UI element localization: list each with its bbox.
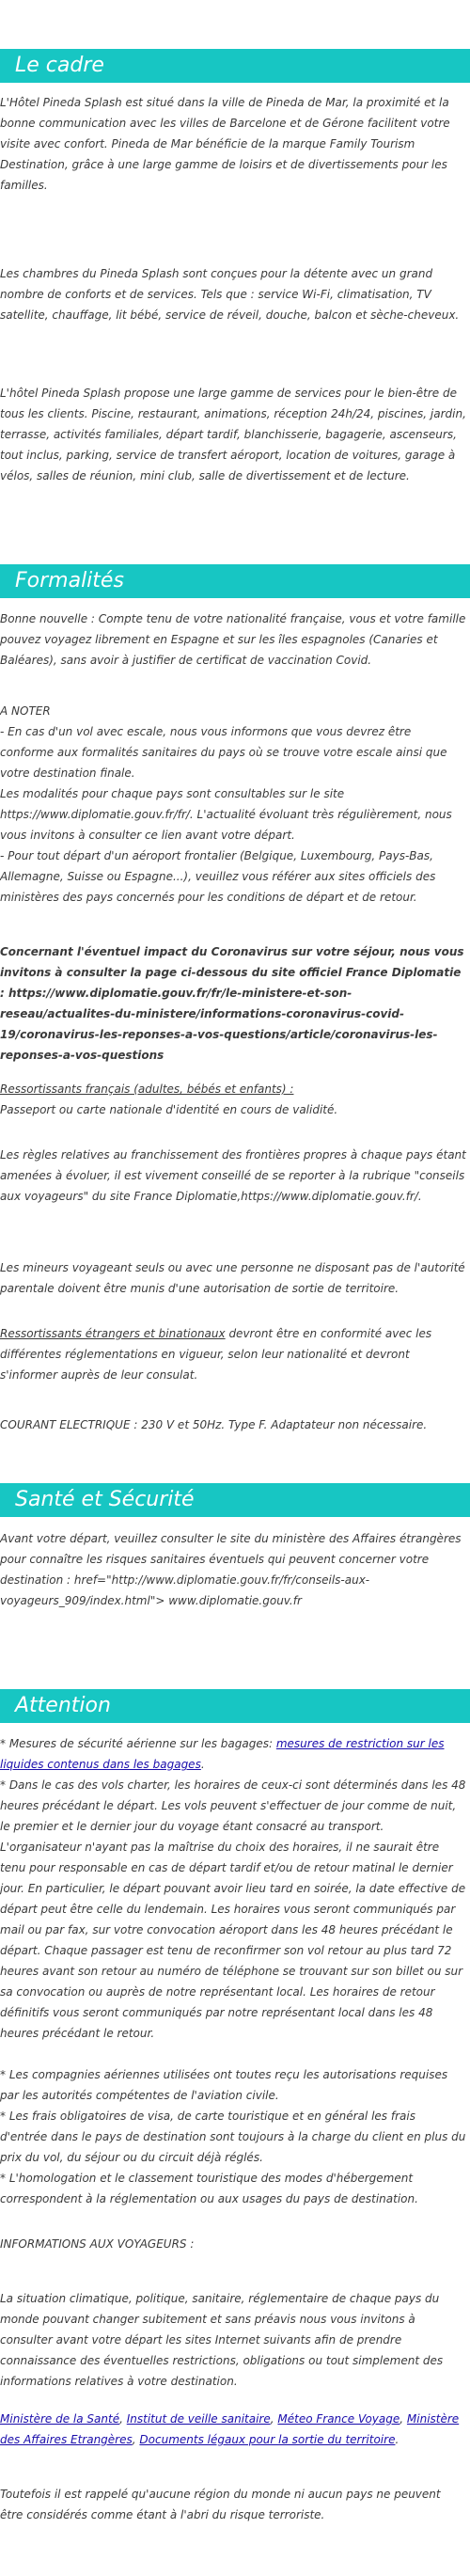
formalites-courant-electrique: COURANT ELECTRIQUE : 230 V et 50Hz. Type F. Adaptateur non nécessaire. — [0, 1418, 428, 1431]
section-title-formalites: Formalités — [0, 564, 470, 598]
formalites-paragraph-2: - En cas d'un vol avec escale, nous vous informons que vous devrez être conforme aux formalités sanitaires du pays où se trouve votre escale ainsi que votre destination finale. — [0, 725, 447, 780]
attention-mesures-suffix: . — [200, 1758, 205, 1771]
link-documents-legaux[interactable]: Documents légaux pour la sortie du territoire — [139, 2433, 396, 2446]
link-institut-veille-sanitaire[interactable]: Institut de veille sanitaire — [126, 2412, 271, 2426]
attention-frais: * Les frais obligatoires de visa, de carte touristique et en général les frais d'entrée dans le pays de destination sont toujours à la charge du client en plus du prix du vol, du séjour ou du circuit déjà réglés. — [0, 2110, 466, 2164]
section-title-cadre: Le cadre — [0, 49, 470, 83]
formalites-ressortissants-francais-title: Ressortissants français (adultes, bébés et enfants) : — [0, 1083, 294, 1096]
formalites-paragraph-1: Bonne nouvelle : Compte tenu de votre nationalité française, vous et votre famille pouvez voyagez librement en Espagne et sur les îles espagnoles (Canaries et Baléares), sans avoir à justifier de certificat de vaccination Covid. — [0, 612, 466, 667]
attention-compagnies: * Les compagnies aériennes utilisées ont toutes reçu les autorisations requises par les autorités compétentes de l'aviation civile. — [0, 2068, 448, 2102]
attention-mesures-securite — [0, 1733, 466, 1775]
link-ministere-sante[interactable]: Ministère de la Santé — [0, 2412, 120, 2426]
attention-vols-charter: * Dans le cas des vols charter, les horaires de ceux-ci sont déterminés dans les 48 heures précédant le départ. Les vols peuvent s'effectuer de jour comme de nuit, le premier et le dernier jour du voyage étant consacré au transport. L'organisateur n'ayant pas la maîtrise du choix des horaires, il ne saurait être tenu pour responsable en cas de départ tardif et/ou de retour matinal le dernier jour. En particulier, le départ pouvant avoir lieu tard en soirée, la date effective de départ peut être celle du lendemain. Les horaires vous seront communiqués par mail ou par fax, sur votre convocation aéroport dans les 48 heures précédant le départ. Chaque passager est tenu de reconfirmer son vol retour au plus tard 72 heures avant son retour au numéro de téléphone se trouvant sur son billet ou sur sa convocation ou auprès de notre représentant local. Les horaires de retour définitifs vous seront communiqués par notre représentant local dans les 48 heures précédant le retour. — [0, 1778, 466, 2040]
formalites-paragraph-6: Les mineurs voyageant seuls ou avec une personne ne disposant pas de l'autorité parentale doivent être munis d'une autorisation de sortie de territoire. — [0, 1261, 465, 1295]
attention-homologation: * L'homologation et le classement touristique des modes d'hébergement correspondent à la réglementation ou aux usages du pays de destination. — [0, 2172, 418, 2205]
cadre-paragraph-1: L'Hôtel Pineda Splash est situé dans la ville de Pineda de Mar, la proximité et la bonne communication avec les villes de Barcelone et de Gérone facilitent votre visite avec confort. Pineda de Mar bénéficie de la marque Family Tourism Destination, grâce à une large gamme de loisirs et de divertissements pour les familles. — [0, 96, 450, 192]
formalites-coronavirus-notice: Concernant l'éventuel impact du Coronavirus sur votre séjour, nous vous invitons à consulter la page ci-dessous du site officiel France Diplomatie : https://www.diplomatie.gouv.fr/fr/le-ministere-et-son-reseau/actualites-du-ministere/informations-coronavirus-covid-19/coronavirus-les-reponses-a-vos-questions/article/coronavirus-les-reponses-a-vos-questions — [0, 945, 464, 1062]
section-title-attention: Attention — [0, 1689, 470, 1723]
section-title-sante: Santé et Sécurité — [0, 1483, 470, 1517]
formalites-paragraph-4: - Pour tout départ d'un aéroport frontalier (Belgique, Luxembourg, Pays-Bas, Allemagne, Suisse ou Espagne...), veuillez vous référer aux sites officiels des ministères des pays concernés pour les conditions de départ et de retour. — [0, 849, 436, 904]
attention-informations-title: INFORMATIONS AUX VOYAGEURS : — [0, 2237, 195, 2251]
link-ministere-affaires-etrangeres[interactable]: Ministère des Affaires Etrangères — [0, 2412, 460, 2446]
sante-paragraph-1: Avant votre départ, veuillez consulter le site du ministère des Affaires étrangères pour connaître les risques sanitaires éventuels qui peuvent concerner votre destination : href="http://www.diplomatie.gouv.fr/fr/conseils-aux-voyageurs_909/index.html"> www.diplomatie.gouv.fr — [0, 1532, 462, 1607]
formalites-ressortissants-etrangers-title: Ressortissants étrangers et binationaux — [0, 1327, 226, 1340]
attention-mesures-prefix: * Mesures de sécurité aérienne sur les bagages: — [0, 1737, 276, 1750]
formalites-paragraph-3: Les modalités pour chaque pays sont consultables sur le site https://www.diplomatie.gouv.fr/fr/. L'actualité évoluant très régulièrement, nous vous invitons à consulter ce lien avant votre départ. — [0, 787, 452, 842]
formalites-ressortissants-etrangers — [0, 1323, 466, 1385]
attention-terrorisme: Toutefois il est rappelé qu'aucune région du monde ni aucun pays ne peuvent être considérés comme étant à l'abri du risque terroriste. — [0, 2488, 441, 2521]
formalites-a-noter: A NOTER — [0, 704, 51, 718]
formalites-paragraph-5: Les règles relatives au franchissement des frontières propres à chaque pays étant amenées à évoluer, il est vivement conseillé de se reporter à la rubrique "conseils aux voyageurs" du site France Diplomatie,https://www.diplomatie.gouv.fr/. — [0, 1148, 466, 1203]
attention-situation: La situation climatique, politique, sanitaire, réglementaire de chaque pays du monde pouvant changer subitement et sans préavis nous vous invitons à consulter avant votre départ les sites Internet suivants afin de prendre connaissance des éventuelles restrictions, obligations ou tout simplement des informations relatives à votre destination. — [0, 2292, 444, 2388]
formalites-ressortissants-etrangers-text: devront être en conformité avec les différentes réglementations en vigueur, selon leur nationalité et devront s'informer auprès de leur consulat. — [0, 1327, 432, 1382]
link-meteo-france-voyage[interactable]: Méteo France Voyage — [277, 2412, 400, 2426]
liquid-restrictions-link[interactable]: mesures de restriction sur les liquides contenus dans les bagages — [0, 1737, 445, 1771]
cadre-paragraph-2: Les chambres du Pineda Splash sont conçues pour la détente avec un grand nombre de conforts et de services. Tels que : service Wi-Fi, climatisation, TV satellite, chauffage, lit bébé, service de réveil, douche, balcon et sèche-cheveux. — [0, 267, 460, 322]
attention-links: Ministère de la Santé, Institut de veille sanitaire, Méteo France Voyage, Ministère des Affaires Etrangères, Documents légaux pour la sortie du territoire. — [0, 2412, 460, 2446]
formalites-ressortissants-francais-text: Passeport ou carte nationale d'identité en cours de validité. — [0, 1103, 338, 1116]
cadre-paragraph-3: L'hôtel Pineda Splash propose une large gamme de services pour le bien-être de tous les clients. Piscine, restaurant, animations, réception 24h/24, piscines, jardin, terrasse, activités familiales, départ tardif, blanchisserie, bagagerie, ascenseurs, tout inclus, parking, service de transfert aéroport, location de voitures, garage à vélos, salles de réunion, mini club, salle de divertissement et de lecture. — [0, 387, 466, 482]
